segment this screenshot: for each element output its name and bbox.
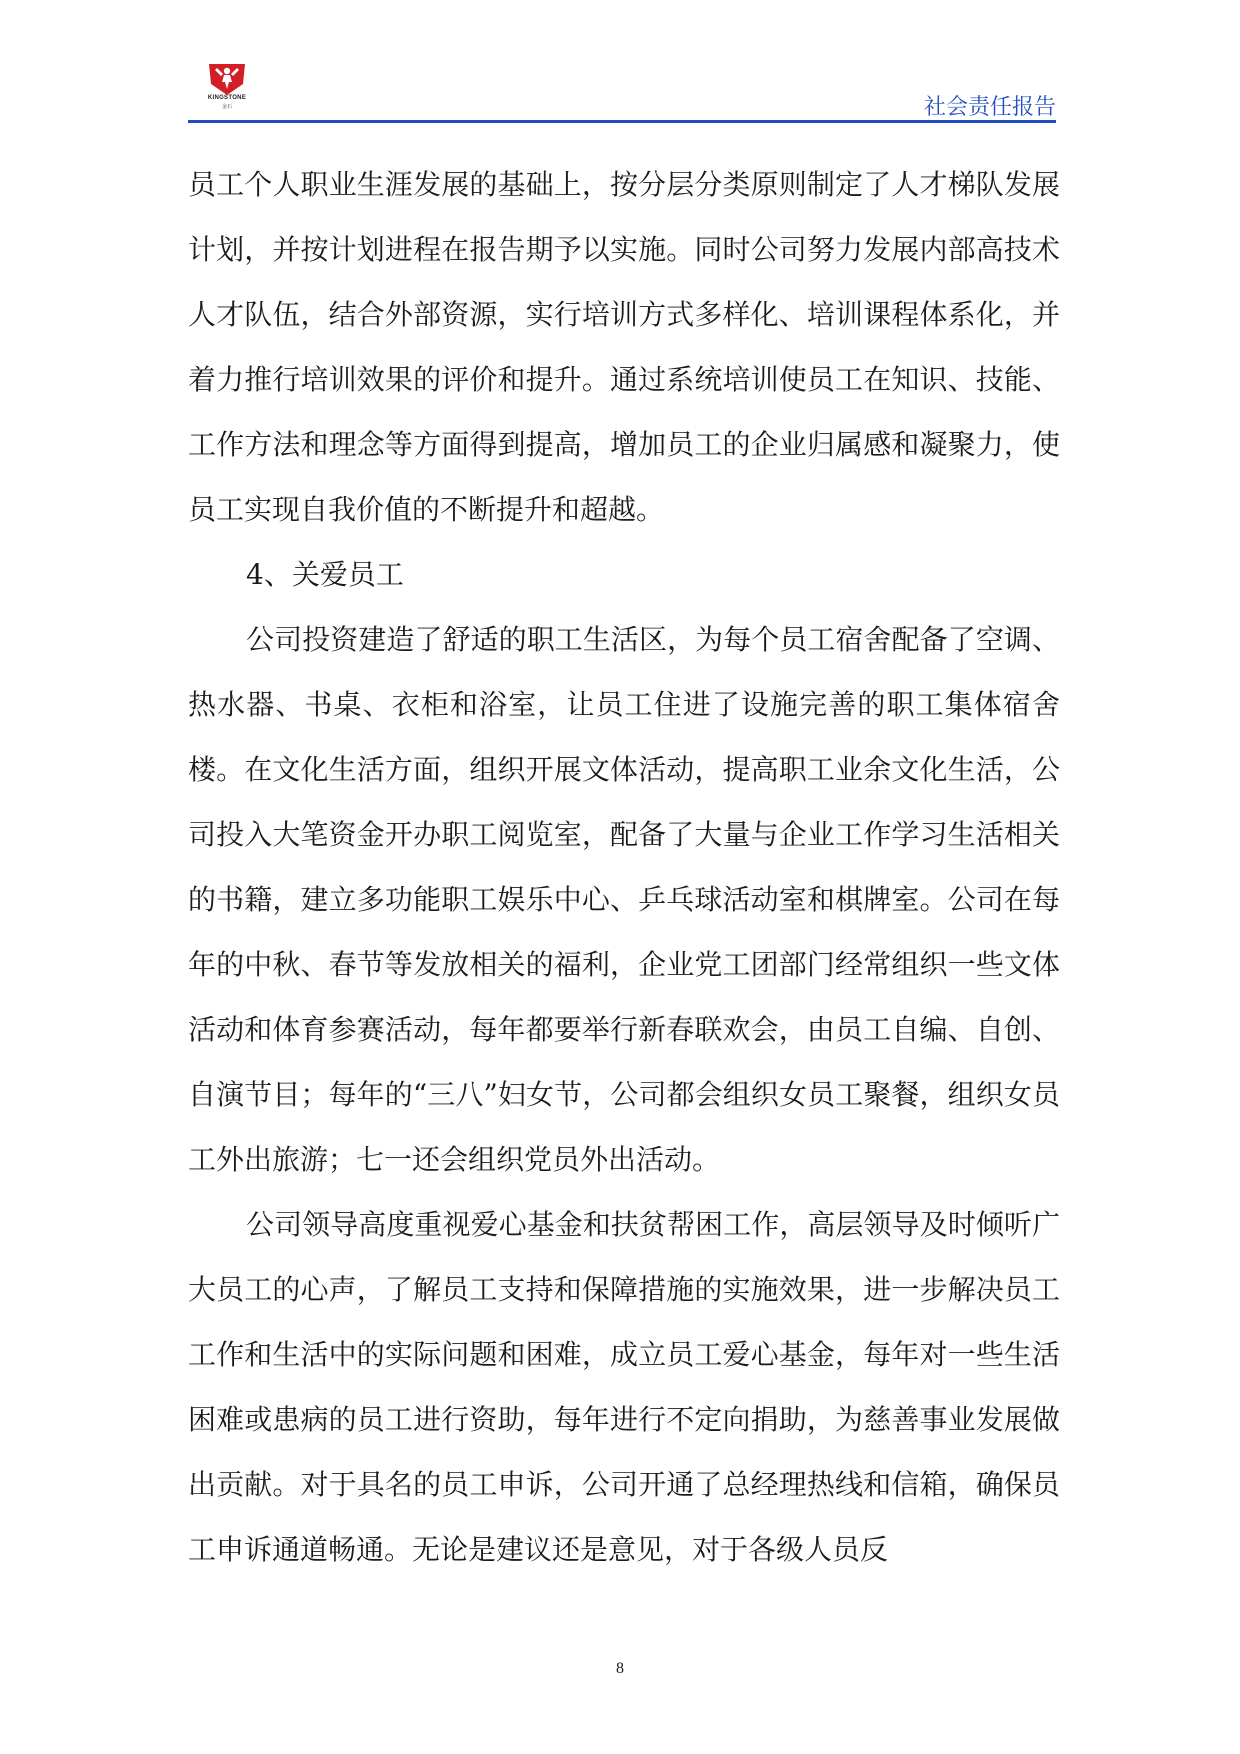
logo-chinese-name: 金石 (221, 104, 232, 110)
kingstone-shield-icon (202, 62, 252, 96)
page-header (188, 62, 1056, 122)
report-title: 社会责任报告 (923, 95, 1056, 120)
company-logo (202, 62, 252, 108)
page-number: 8 (616, 1660, 624, 1677)
paragraph-care-fund: 公司领导高度重视爱心基金和扶贫帮困工作，高层领导及时倾听广大员工的心声，了解员工支持和保障措施的实施效果，进一步解决员工工作和生活中的实际问题和困难，成立员工爱心基金，每年对一些生活困难或患病的员工进行资助，每年进行不定向捐助，为慈善事业发展做出贡献。对于具名的员工申诉，公司开通了总经理热线和信箱，确保员工申诉通道畅通。无论是建议还是意见，对于各级人员反 (188, 1208, 1060, 1566)
header-divider (188, 120, 1056, 123)
logo-wordmark: KINGSTONE (207, 95, 247, 101)
paragraph-living-facilities: 公司投资建造了舒适的职工生活区，为每个员工宿舍配备了空调、热水器、书桌、衣柜和浴室，让员工住进了设施完善的职工集体宿舍楼。在文化生活方面，组织开展文体活动，提高职工业余文化生活，公司投入大笔资金开办职工阅览室，配备了大量与企业工作学习生活相关的书籍，建立多功能职工娱乐中心、乒乓球活动室和棋牌室。公司在每年的中秋、春节等发放相关的福利，企业党工团部门经常组织一些文体活动和体育参赛活动，每年都要举行新春联欢会，由员工自编、自创、自演节目；每年的“三八”妇女节，公司都会组织女员工聚餐，组织女员工外出旅游；七一还会组织党员外出活动。 (188, 623, 1060, 1176)
page-body (188, 152, 1060, 1582)
paragraph-training: 员工个人职业生涯发展的基础上，按分层分类原则制定了人才梯队发展计划，并按计划进程在报告期予以实施。同时公司努力发展内部高技术人才队伍，结合外部资源，实行培训方式多样化、培训课程体系化，并着力推行培训效果的评价和提升。通过系统培训使员工在知识、技能、工作方法和理念等方面得到提高，增加员工的企业归属感和凝聚力，使员工实现自我价值的不断提升和超越。 (188, 168, 1060, 526)
section-heading-employee-care: 4、关爱员工 (246, 558, 404, 591)
